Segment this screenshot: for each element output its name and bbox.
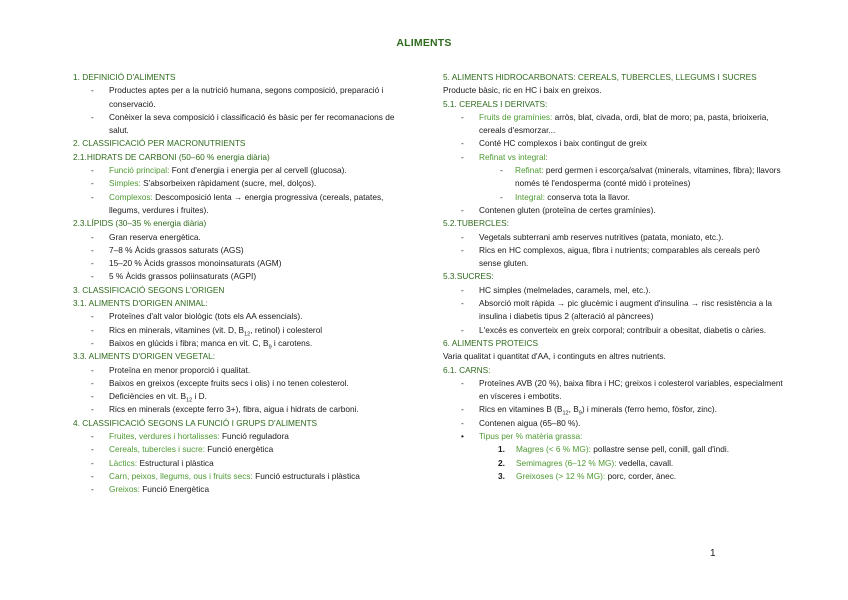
heading-funcio: 4. CLASSIFICACIÓ SEGONS LA FUNCIÓ I GRUPS D'ALIMENTS [73, 417, 318, 428]
bullet-dash: - [91, 165, 94, 176]
list-item: - Làctics: Estructural i plàstica [73, 457, 408, 470]
bullet-dash: - [91, 258, 94, 269]
bullet-dash: - [461, 151, 464, 162]
bullet-dash: - [500, 165, 503, 176]
page-title: ALIMENTS [396, 37, 452, 49]
sub-list-item: - Refinat: perd germen i escorça/salvat (minerals, vitamines, fibra); llavors només té l'endosperma (conté midó i proteïnes) [500, 165, 781, 189]
list-item: - Proteïnes AVB (20 %), baixa fibra i HC; greixos i colesterol variables, especialment en vísceres i embotits. [461, 377, 783, 402]
numbered-item: 1. Magres (< 6 % MG): pollastre sense pell, conill, gall d'indi. [498, 444, 730, 455]
heading-definicio: 1. DEFINICIÓ D'ALIMENTS [73, 72, 176, 82]
heading-cereals: 5.1. CEREALS I DERIVATS: [443, 98, 548, 109]
list-item: - Proteïna en menor proporció i qualitat. [73, 364, 408, 377]
bullet-dash: - [91, 244, 94, 255]
list-item: - 7–8 % Àcids grassos saturats (AGS) [73, 244, 408, 257]
paragraph: Producte bàsic, ric en HC i baix en greixos. [443, 85, 602, 96]
list-item: - Absorció molt ràpida → pic glucèmic i augment d'insulina → risc resistència a la insulina i diabetis tipus 2 (alteració al pàncrees) [461, 298, 773, 322]
list-item: - Baixos en glúcids i fibra; manca en vit. C, $B_9$ i carotens. [91, 337, 313, 351]
list-item: - Simples: S'absorbeixen ràpidament (sucre, mel, dolços). [73, 177, 408, 190]
list-item: • Tipus per % matèria grassa: [443, 430, 783, 443]
list-item: - Gran reserva energètica. [73, 231, 408, 244]
page-number: 1 [710, 548, 716, 559]
list-item: - Refinat vs integral: [443, 151, 783, 164]
left-column [73, 71, 408, 497]
list-item: - Funció principal: Font d'energia i energia per al cervell (glucosa). [73, 164, 408, 177]
bullet-dash: - [461, 417, 464, 428]
bullet-dash: - [461, 284, 464, 295]
bullet-dash: - [91, 231, 94, 242]
list-item: - Productes aptes per a la nutrició humana, segons composició, preparació i conservació. [91, 85, 384, 109]
list-item: - Proteïnes d'alt valor biològic (tots els AA essencials). [73, 310, 408, 323]
right-column [443, 71, 783, 483]
bullet-dash: - [461, 244, 464, 255]
bullet-dash: - [461, 404, 464, 415]
bullet-dash: - [91, 377, 94, 388]
numbered-item: 3. Greixoses (> 12 % MG): porc, corder, ànec. [498, 470, 677, 481]
list-item: - Rics en HC complexos, aigua, fibra i nutrients; comparables als cereals però sense gluten. [461, 244, 760, 269]
heading-hidrocarbonats: 5. ALIMENTS HIDROCARBONATS: CEREALS, TUBERCLES, LLEGUMS I SUCRES [443, 72, 757, 82]
list-item: - Contenen aigua (65–80 %). [443, 417, 783, 430]
paragraph: Varia qualitat i quantitat d'AA, i continguts en altres nutrients. [443, 351, 666, 362]
list-item: - Rics en minerals, vitamines (vit. D, $B_{12}$, retinol) i colesterol [91, 324, 323, 338]
heading-proteics: 6. ALIMENTS PROTEICS [443, 337, 538, 348]
bullet-dash: - [500, 191, 503, 202]
bullet-dash: - [91, 391, 94, 402]
bullet-dash: - [461, 111, 464, 122]
bullet-dash: - [91, 111, 94, 122]
bullet-dash: - [91, 324, 94, 335]
list-item: - Contenen gluten (proteïna de certes gramínies). [443, 204, 783, 217]
heading-origen: 3. CLASSIFICACIÓ SEGONS L'ORIGEN [73, 284, 225, 295]
list-item: - Carn, peixos, llegums, ous i fruits secs: Funció estructurals i plàstica [73, 470, 408, 483]
list-item: - Rics en vitamines B ($B_{12}$, $B_9$) i minerals (ferro hemo, fòsfor, zinc). [461, 404, 717, 418]
list-item: - 15–20 % Àcids grassos monoinsaturats (AGM) [73, 257, 408, 270]
list-item: - L'excés es converteix en greix corporal; contribuir a obesitat, diabetis o càries. [443, 324, 783, 337]
numbered-item: 2. Semimagres (6–12 % MG): vedella, cavall. [498, 457, 674, 468]
list-item: - Baixos en greixos (excepte fruits secs i olis) i no tenen colesterol. [73, 377, 408, 390]
heading-lipids: 2.3.LÍPIDS (30–35 % energia diària) [73, 218, 207, 229]
bullet-dash: - [91, 484, 94, 495]
bullet-dash: - [461, 231, 464, 242]
bullet-dash: - [461, 138, 464, 149]
list-item: - Complexos: Descomposició lenta → energia progressiva (cereals, patates, llegums, verdures i fruites). [91, 191, 384, 215]
bullet-dash: - [91, 444, 94, 455]
bullet-dash: - [461, 298, 464, 309]
bullet-dash: - [91, 85, 94, 96]
list-item: - Rics en minerals (excepte ferro 3+), fibra, aigua i hidrats de carboni. [73, 403, 408, 416]
list-item: - Greixos: Funció Energètica [73, 483, 408, 496]
bullet-dash: - [91, 404, 94, 415]
heading-tubercles: 5.2.TUBERCLES: [443, 218, 509, 229]
bullet-dash: - [91, 470, 94, 481]
bullet-dash: - [91, 311, 94, 322]
bullet-dash: - [91, 191, 94, 202]
bullet-dash: - [461, 324, 464, 335]
list-item: - Conté HC complexos i baix contingut de greix [443, 137, 783, 150]
list-item: - 5 % Àcids grassos poliinsaturats (AGPI) [73, 270, 408, 283]
bullet-dash: - [91, 337, 94, 348]
heading-sucres: 5.3.SUCRES: [443, 271, 494, 282]
bullet-dash: - [461, 204, 464, 215]
bullet-dash: - [91, 364, 94, 375]
sub-list-item: - Integral: conserva tota la llavor. [443, 191, 783, 204]
list-item: - HC simples (melmelades, caramels, mel, etc.). [443, 284, 783, 297]
bullet-dot: • [461, 431, 464, 442]
heading-macronutrients: 2. CLASSIFICACIÓ PER MACRONUTRIENTS [73, 138, 246, 149]
list-item: - Cereals, tubercles i sucre: Funció energètica [73, 443, 408, 456]
list-item: - Fruits de gramínies: arròs, blat, civada, ordi, blat de moro; pa, pasta, brioixeria, cereals d'esmorzar... [461, 111, 769, 136]
list-item: - Vegetals subterrani amb reserves nutritives (patata, moniato, etc.). [443, 231, 783, 244]
list-item: - Fruites, verdures i hortalisses: Funció reguladora [73, 430, 408, 443]
bullet-dash: - [461, 377, 464, 388]
bullet-dash: - [91, 457, 94, 468]
list-item: - Conèixer la seva composició i classificació és bàsic per fer recomanacions de salut. [91, 111, 395, 136]
bullet-dash: - [91, 178, 94, 189]
bullet-dash: - [91, 271, 94, 282]
bullet-dash: - [91, 431, 94, 442]
list-item: - Deficiències en vit. $B_{12}$ i D. [91, 391, 207, 404]
heading-animal: 3.1. ALIMENTS D'ORIGEN ANIMAL: [73, 298, 208, 309]
heading-hidrats: 2.1.HIDRATS DE CARBONI (50–60 % energia diària) [73, 151, 270, 162]
heading-carns: 6.1. CARNS: [443, 364, 491, 375]
heading-vegetal: 3.3. ALIMENTS D'ORIGEN VEGETAL: [73, 351, 216, 362]
